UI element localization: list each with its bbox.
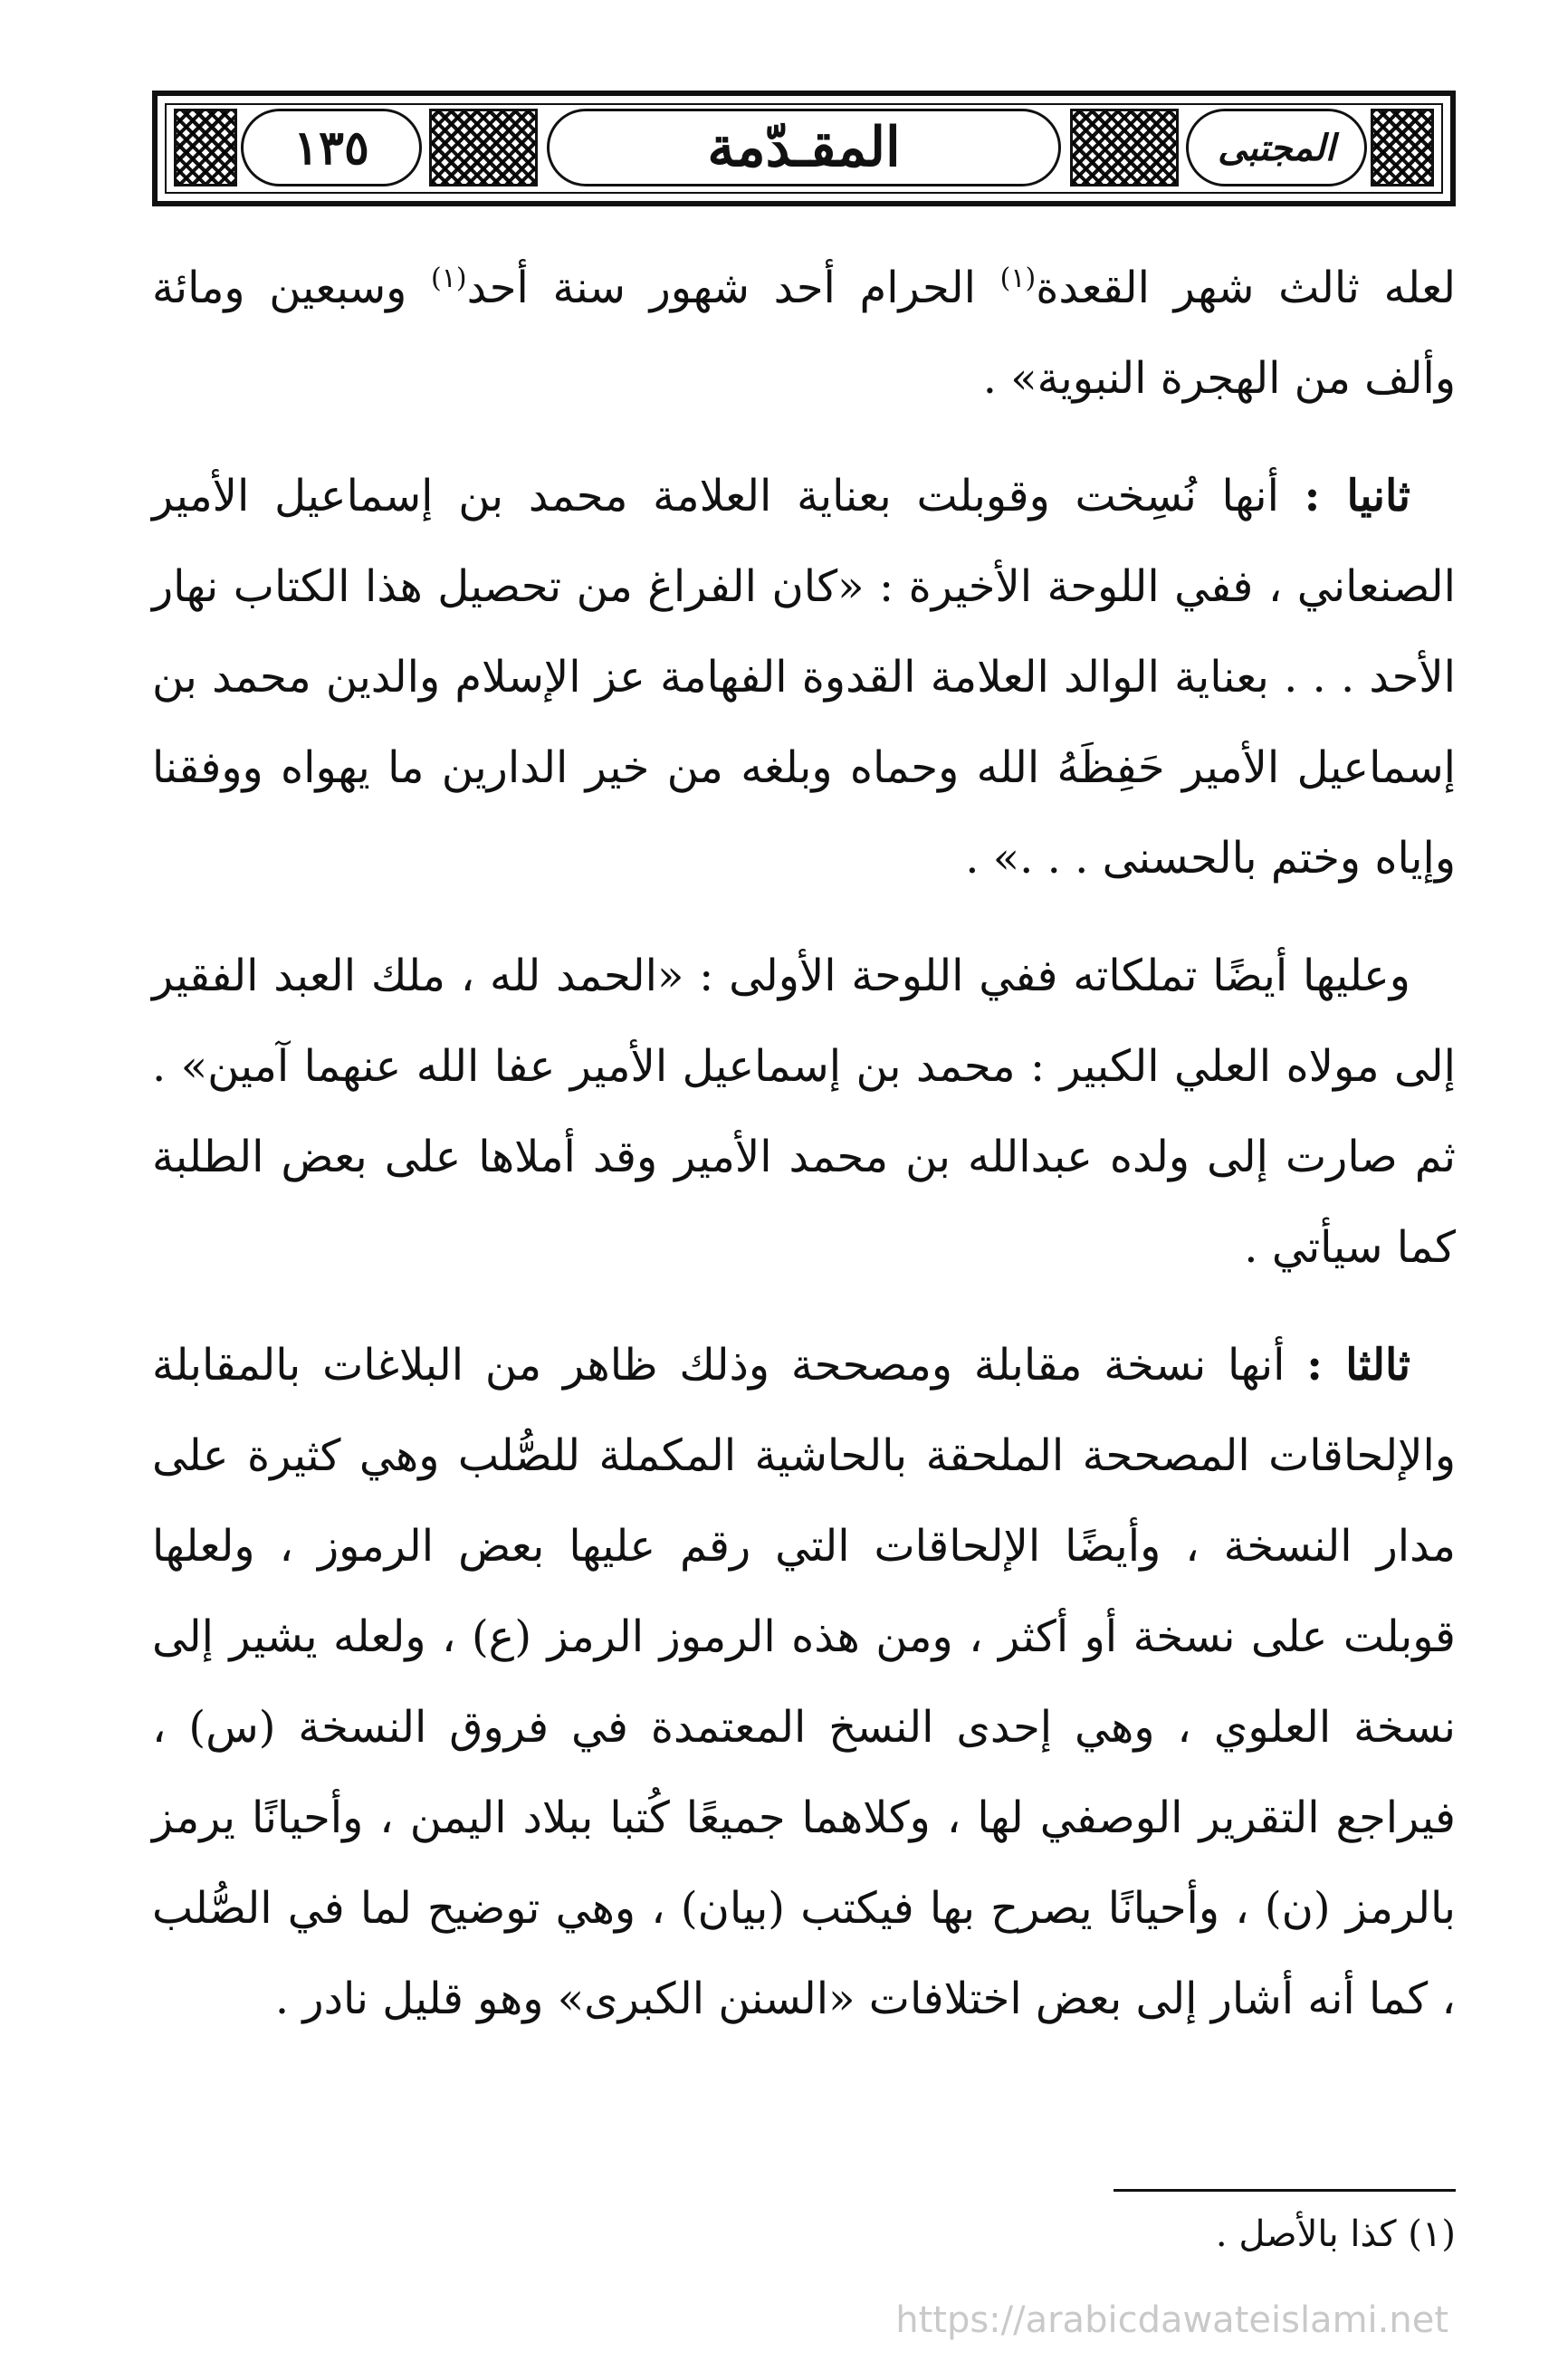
paragraph-4-text: أنها نسخة مقابلة ومصححة وذلك ظاهر من البلاغات بالمقابلة والإلحاقات المصححة الملحقة بالحاشية المكملة للصُّلب وهي كثيرة على مدار النسخة ، وأيضًا الإلحاقات التي رقم عليها بعض الرموز ، ولعلها قوبلت على نسخة أو أكثر ، ومن هذه الرموز الرمز (ع) ، ولعله يشير إلى نسخة العلوي ، وهي إحدى النسخ المعتمدة في فروق النسخة (س) ، فيراجع التقرير الوصفي لها ، وكلاهما جميعًا كُتبا ببلاد اليمن ، وأحيانًا يرمز بالرمز (ن) ، وأحيانًا يصرح بها فيكتب (بيان) ، وهي توضيح لما في الصُّلب ، كما أنه أشار إلى بعض اختلافات «السنن الكبرى» وهو قليل نادر . [152, 1340, 1456, 2024]
ornament-left-outer [174, 109, 237, 186]
paragraph-3 [152, 931, 1456, 1293]
footnote-ref: (١) [999, 263, 1037, 294]
book-logo-cartouche [1186, 109, 1367, 186]
paragraph-1-text-a: لعله ثالث شهر القعدة [1036, 263, 1457, 313]
ornament-right-inner [1070, 109, 1179, 186]
chapter-title: المقـدّمة [707, 116, 901, 179]
page-number-cartouche [241, 109, 422, 186]
paragraph-1-text-b: الحرام أحد شهور سنة أحد [466, 263, 1000, 313]
ornament-left-inner [429, 109, 538, 186]
section-lead-secondly: ثانيا : [1304, 471, 1411, 521]
footnote-divider [1114, 2189, 1456, 2192]
paragraph-3-text: وعليها أيضًا تملكاته ففي اللوحة الأولى : «الحمد لله ، ملك العبد الفقير إلى مولاه العلي الكبير : محمد بن إسماعيل الأمير عفا الله عنهما آمين» . ثم صارت إلى ولده عبدالله بن محمد الأمير وقد أملاها على بعض الطلبة كما سيأتي . [152, 951, 1456, 1273]
ornament-right-outer [1371, 109, 1434, 186]
page-body [152, 243, 1456, 2071]
book-logo: المجتبى [1218, 126, 1335, 169]
section-lead-thirdly: ثالثا : [1306, 1340, 1410, 1391]
paragraph-1 [152, 243, 1456, 424]
chapter-title-cartouche [547, 109, 1061, 186]
page-number: ١٣٥ [293, 119, 369, 176]
footnote-ref: (١) [431, 263, 467, 294]
paragraph-1-text-c: وسبعين ومائة وألف من الهجرة النبوية» . [152, 263, 1456, 404]
page-header [152, 91, 1456, 206]
paragraph-2 [152, 451, 1456, 903]
paragraph-2-text: أنها نُسِخت وقوبلت بعناية العلامة محمد بن إسماعيل الأمير الصنعاني ، ففي اللوحة الأخيرة : «كان الفراغ من تحصيل هذا الكتاب نهار الأحد . . . بعناية الوالد العلامة القدوة الفهامة عز الإسلام والدين محمد بن إسماعيل الأمير حَفِظَهُ الله وحماه وبلغه من خير الدارين ما يهواه ووفقنا وإياه وختم بالحسنى . . .» . [152, 471, 1456, 884]
paragraph-4 [152, 1320, 1456, 2044]
watermark-url: https://arabicdawateislami.net [895, 2299, 1448, 2341]
footnote: (١) كذا بالأصل . [1215, 2213, 1456, 2255]
